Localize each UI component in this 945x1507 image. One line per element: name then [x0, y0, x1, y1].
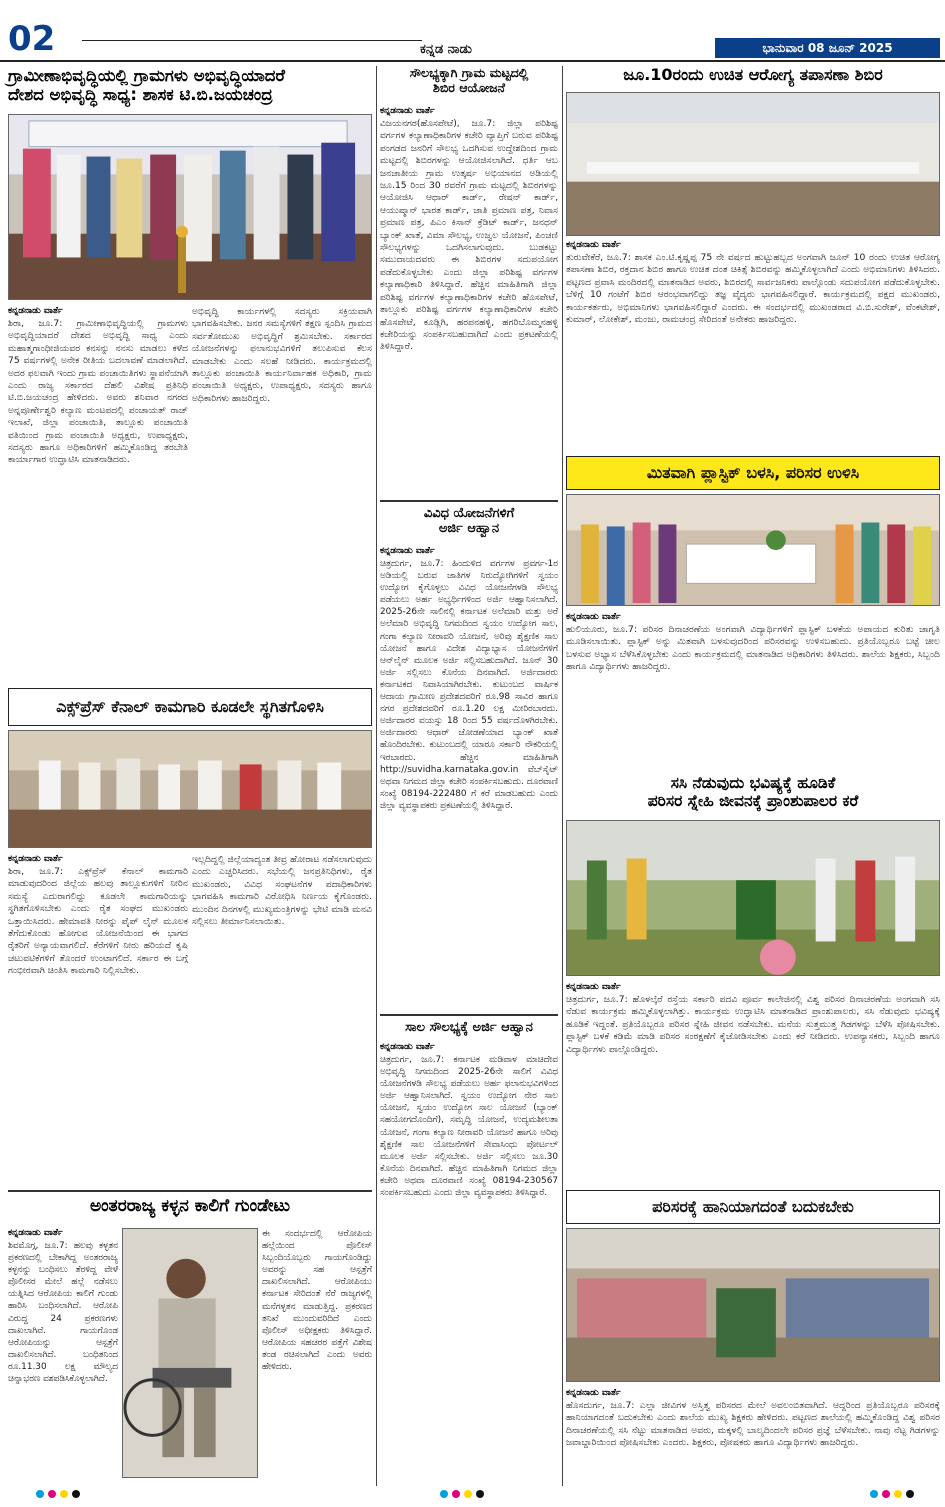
rural-dev-photo	[8, 114, 372, 300]
headline-line: ಅರ್ಜಿ ಆಹ್ವಾನ	[438, 521, 500, 537]
police-photo	[122, 1228, 258, 1478]
yellow-dot	[464, 1490, 472, 1498]
registration-marks	[870, 1490, 914, 1500]
loan-headline: ಸಾಲ ಸೌಲಭ್ಯಕ್ಕೆ ಅರ್ಜಿ ಆಹ್ವಾನ	[405, 1020, 533, 1035]
tree-photo	[566, 820, 940, 976]
headline-line: ಸಸಿ ನೆಡುವುದು ಭವಿಷ್ಯಕ್ಕೆ ಹೂಡಿಕೆ	[670, 774, 836, 792]
article-body: ವಿಜಯನಗರ(ಹೊಸಪೇಟೆ), ಜೂ.7: ಜಿಲ್ಲಾ ಪರಿಶಿಷ್ಟ ವರ್ಗಗಳ ಕಲ್ಯಾಣಾಧಿಕಾರಿಗಳ ಕಚೇರಿ ವ್ಯಾಪ್ತಿಗೆ ಬರುವ ಪರಿಶಿಷ್ಟ ಪಂಗಡದ ಜನರಿಗೆ ಸೌಲಭ್ಯ ಒದಗಿಸುವ ಉದ್ದೇಶದಿಂದ ಗ್ರಾಮ ಮಟ್ಟದಲ್ಲಿ ಶಿಬಿರಗಳನ್ನು ಆಯೋಜಿಸಲಾಗಿದೆ. ಧರ್ತಿ ಆಬ ಜನಜಾತೀಯ ಗ್ರಾಮ ಉತ್ಕರ್ಷ ಅಭಿಯಾನದ ಅಡಿಯಲ್ಲಿ ಜೂ.15 ರಿಂದ 30 ರವರೆಗೆ ಗ್ರಾಮ ಮಟ್ಟದಲ್ಲಿ ಶಿಬಿರಗಳನ್ನು ಆಯೋಜಿಸಿ ಆಧಾರ್ ಕಾರ್ಡ್, ರೇಷನ್ ಕಾರ್ಡ್, ಆಯುಷ್ಮಾನ್ ಭಾರತ ಕಾರ್ಡ್, ಜಾತಿ ಪ್ರಮಾಣ ಪತ್ರ, ನಿವಾಸ ಪ್ರಮಾಣ ಪತ್ರ, ಪಿಎಂ ಕಿಸಾನ್ ಕ್ರೆಡಿಟ್ ಕಾರ್ಡ್, ಜನಧನ್ ಬ್ಯಾಂಕ್ ಖಾತೆ, ವಿಮಾ ಸೌಲಭ್ಯ, ಉಜ್ವಲ ಯೋಜನೆ, ಪಿಂಚಣಿ ಸೌಲಭ್ಯಗಳನ್ನು ಒದಗಿಸಲಾಗುವುದು. ಬುಡಕಟ್ಟು ಸಮುದಾಯದವರು ಈ ಶಿಬಿರಗಳ ಸದುಪಯೋಗ ಪಡೆದುಕೊಳ್ಳಬೇಕು ಎಂದು ಜಿಲ್ಲಾ ಪರಿಶಿಷ್ಟ ವರ್ಗಗಳ ಕಲ್ಯಾಣಾಧಿಕಾರಿ ತಿಳಿಸಿದ್ದಾರೆ. ಹೆಚ್ಚಿನ ಮಾಹಿತಿಗಾಗಿ ಜಿಲ್ಲಾ ಪರಿಶಿಷ್ಟ ವರ್ಗಗಳ ಕಲ್ಯಾಣಾಧಿಕಾರಿಗಳ ಕಚೇರಿ ಹೊಸಪೇಟೆ, ತಾಲ್ಲೂಕು ಪರಿಶಿಷ್ಟ ವರ್ಗಗಳ ಕಲ್ಯಾಣಾಧಿಕಾರಿಗಳ ಕಚೇರಿ ಹೊಸಪೇಟೆ, ಕೂಡ್ಲಿಗಿ, ಹರಪನಹಳ್ಳಿ, ಹಗರಿಬೊಮ್ಮನಹಳ್ಳಿ ಕಚೇರಿಯನ್ನು ಸಂಪರ್ಕಿಸಬಹುದಾಗಿದೆ ಎಂದು ಪ್ರಕಟಣೆಯಲ್ಲಿ ತಿಳಿಸಿದ್ದಾರೆ.	[380, 118, 558, 353]
tree-headline	[566, 774, 940, 811]
health-camp-headline: ಜೂ.10ರಂದು ಉಚಿತ ಆರೋಗ್ಯ ತಪಾಸಣಾ ಶಿಬಿರ	[623, 65, 883, 84]
black-dot	[906, 1490, 914, 1498]
byline: ಕನ್ನಡನಾಡು ವಾರ್ತೆ	[566, 1388, 621, 1398]
health-camp-photo	[566, 92, 940, 236]
byline: ಕನ್ನಡನಾಡು ವಾರ್ತೆ	[380, 546, 435, 556]
article-body: ತುರುವೇಕೆರೆ, ಜೂ.7: ಶಾಸಕ ಎಂ.ಟಿ.ಕೃಷ್ಣಪ್ಪ 75 ನೇ ವರ್ಷದ ಹುಟ್ಟುಹಬ್ಬದ ಅಂಗವಾಗಿ ಜೂನ್ 10 ರಂದು ಉಚಿತ ಆರೋಗ್ಯ ತಪಾಸಣಾ ಶಿಬಿರ, ರಕ್ತದಾನ ಶಿಬಿರ ಹಾಗೂ ಉಚಿತ ದಂತ ಚಿಕಿತ್ಸೆ ಶಿಬಿರವನ್ನು ಹಮ್ಮಿಕೊಳ್ಳಲಾಗಿದೆ ಎಂದು ಅಭಿಮಾನಿಗಳು ತಿಳಿಸಿದರು. ಪಟ್ಟಣದ ಪ್ರವಾಸಿ ಮಂದಿರದಲ್ಲಿ ಮಾತನಾಡಿದ ಅವರು, ಶಿಬಿರದಲ್ಲಿ ಸಾರ್ವಜನಿಕರು ಪಾಲ್ಗೊಂಡು ಸದುಪಯೋಗ ಪಡೆದುಕೊಳ್ಳಬೇಕು. ಬೆಳಿಗ್ಗೆ 10 ಗಂಟೆಗೆ ಶಿಬಿರ ಆರಂಭವಾಗಲಿದ್ದು ತಜ್ಞ ವೈದ್ಯರು ಭಾಗವಹಿಸಲಿದ್ದಾರೆ. ಕಾರ್ಯಕ್ರಮದಲ್ಲಿ ಪಕ್ಷದ ಮುಖಂಡರು, ಕಾರ್ಯಕರ್ತರು, ಅಭಿಮಾನಿಗಳು ಭಾಗವಹಿಸಲಿದ್ದಾರೆ ಎಂದರು. ಈ ಸಂದರ್ಭದಲ್ಲಿ ಮುಖಂಡರಾದ ವಿ.ಬಿ.ಸುರೇಶ್, ವೆಂಕಟೇಶ್, ಕುಮಾರ್, ಲೋಕೇಶ್, ಮಂಜು, ರಾಮಚಂದ್ರ ಸೇರಿದಂತೆ ಅನೇಕರು ಹಾಜರಿದ್ದರು.	[566, 252, 940, 326]
yellow-dot	[60, 1490, 68, 1498]
environment-photo	[566, 1228, 940, 1382]
article-body: ಚಿತ್ರದುರ್ಗ, ಜೂ.7: ಹಿಂದುಳಿದ ವರ್ಗಗಳ ಪ್ರವರ್ಗ-1ರ ಅಡಿಯಲ್ಲಿ ಬರುವ ಜಾತಿಗಳ ನಿರುದ್ಯೋಗಿಗಳಿಗೆ ಸ್ವಯಂ ಉದ್ಯೋಗ ಕೈಗೊಳ್ಳಲು ವಿವಿಧ ಯೋಜನೆಗಳಡಿ ಸೌಲಭ್ಯ ಪಡೆಯಲು ಅರ್ಹ ಅಭ್ಯರ್ಥಿಗಳಿಂದ ಅರ್ಜಿ ಆಹ್ವಾನಿಸಲಾಗಿದೆ. 2025-26ನೇ ಸಾಲಿನಲ್ಲಿ ಕರ್ನಾಟಕ ಅಲೆಮಾರಿ ಮತ್ತು ಅರೆ ಅಲೆಮಾರಿ ಅಭಿವೃದ್ಧಿ ನಿಗಮದಿಂದ ಸ್ವಯಂ ಉದ್ಯೋಗ ಸಾಲ, ಗಂಗಾ ಕಲ್ಯಾಣ ನೀರಾವರಿ ಯೋಜನೆ, ಅರಿವು ಶೈಕ್ಷಣಿಕ ಸಾಲ ಯೋಜನೆ ಹಾಗೂ ವಿದೇಶ ವಿದ್ಯಾಭ್ಯಾಸ ಯೋಜನೆಗಳಿಗೆ ಆನ್‌ಲೈನ್ ಮೂಲಕ ಅರ್ಜಿ ಸಲ್ಲಿಸಬಹುದಾಗಿದೆ. ಜೂನ್ 30 ಅರ್ಜಿ ಸಲ್ಲಿಸಲು ಕೊನೆಯ ದಿನವಾಗಿದೆ. ಅರ್ಜಿದಾರರು ಕರ್ನಾಟಕದ ನಿವಾಸಿಯಾಗಿರಬೇಕು. ಕುಟುಂಬದ ವಾರ್ಷಿಕ ಆದಾಯ ಗ್ರಾಮೀಣ ಪ್ರದೇಶದವರಿಗೆ ರೂ.98 ಸಾವಿರ ಹಾಗೂ ನಗರ ಪ್ರದೇಶದವರಿಗೆ ರೂ.1.20 ಲಕ್ಷ ಮೀರಿರಬಾರದು. ಅರ್ಜಿದಾರರ ವಯಸ್ಸು 18 ರಿಂದ 55 ವರ್ಷದೊಳಗಿರಬೇಕು. ಅರ್ಜಿದಾರರು ಆಧಾರ್ ಜೋಡಣೆಯಾದ ಬ್ಯಾಂಕ್ ಖಾತೆ ಹೊಂದಿರಬೇಕು. ಕುಟುಂಬದಲ್ಲಿ ಯಾರೂ ಸರ್ಕಾರಿ ನೌಕರಿಯಲ್ಲಿ ಇರಬಾರದು. ಹೆಚ್ಚಿನ ಮಾಹಿತಿಗಾಗಿ http://suvidha.karnataka.gov.in ವೆಬ್‌ಸೈಟ್ ಅಥವಾ ನಿಗಮದ ಜಿಲ್ಲಾ ಕಚೇರಿ ಸಂಪರ್ಕಿಸಬಹುದು. ದೂರವಾಣಿ ಸಂಖ್ಯೆ 08194-222480 ಗೆ ಕರೆ ಮಾಡಬಹುದು ಎಂದು ಜಿಲ್ಲಾ ವ್ಯವಸ್ಥಾಪಕರು ಪ್ರಕಟಣೆಯಲ್ಲಿ ತಿಳಿಸಿದ್ದಾರೆ.	[380, 559, 558, 811]
police-headline: ಅಂತರರಾಜ್ಯ ಕಳ್ಳನ ಕಾಲಿಗೆ ಗುಂಡೇಟು	[89, 1196, 291, 1216]
date-band: ಭಾನುವಾರ 08 ಜೂನ್ 2025	[715, 38, 940, 58]
article-body: ಶಿವಮೊಗ್ಗ, ಜೂ.7: ಹಲವು ಕಳ್ಳತನ ಪ್ರಕರಣದಲ್ಲಿ ಬೇಕಾಗಿದ್ದ ಅಂತರರಾಜ್ಯ ಕಳ್ಳನನ್ನು ಬಂಧಿಸಲು ತೆರಳಿದ್ದ ವೇಳೆ ಪೊಲೀಸರ ಮೇಲೆ ಹಲ್ಲೆ ನಡೆಸಲು ಯತ್ನಿಸಿದ ಆರೋಪಿಯ ಕಾಲಿಗೆ ಗುಂಡು ಹಾರಿಸಿ ಬಂಧಿಸಲಾಗಿದೆ. ಆರೋಪಿ ವಿರುದ್ಧ 24 ಪ್ರಕರಣಗಳು ದಾಖಲಾಗಿವೆ. ಗಾಯಗೊಂಡ ಆರೋಪಿಯನ್ನು ಆಸ್ಪತ್ರೆಗೆ ದಾಖಲಿಸಲಾಗಿದೆ. ಬಂಧಿತನಿಂದ ರೂ.11.30 ಲಕ್ಷ ಮೌಲ್ಯದ ಚಿನ್ನಾಭರಣ ವಶಪಡಿಸಿಕೊಳ್ಳಲಾಗಿದೆ.	[8, 1241, 118, 1385]
headline-line: ಶಿಬಿರ ಆಯೋಜನೆ	[433, 79, 505, 95]
yellow-dot	[894, 1490, 902, 1498]
byline: ಕನ್ನಡನಾಡು ವಾರ್ತೆ	[380, 1042, 435, 1052]
byline: ಕನ್ನಡನಾಡು ವಾರ್ತೆ	[8, 306, 63, 316]
cyan-dot	[440, 1490, 448, 1498]
sanitation-headline	[380, 66, 558, 96]
brand-name: ಕನ್ನಡ ನಾಡು	[420, 42, 472, 57]
black-dot	[72, 1490, 80, 1498]
article-body: ಹುಲಿಯೂರು, ಜೂ.7: ಪರಿಸರ ದಿನಾಚರಣೆಯ ಅಂಗವಾಗಿ ವಿದ್ಯಾರ್ಥಿಗಳಿಗೆ ಪ್ಲಾಸ್ಟಿಕ್ ಬಳಕೆಯ ಅಪಾಯದ ಕುರಿತು ಜಾಗೃತಿ ಮೂಡಿಸಲಾಯಿತು. ಪ್ಲಾಸ್ಟಿಕ್ ಅನ್ನು ಮಿತವಾಗಿ ಬಳಸುವುದರಿಂದ ಪರಿಸರವನ್ನು ಉಳಿಸಬಹುದು. ಪ್ರತಿಯೊಬ್ಬರೂ ಬಟ್ಟೆ ಚೀಲ ಬಳಸುವ ಅಭ್ಯಾಸ ಬೆಳೆಸಿಕೊಳ್ಳಬೇಕು ಎಂದು ಕಾರ್ಯಕ್ರಮದಲ್ಲಿ ಮಾತನಾಡಿದ ಅಧಿಕಾರಿಗಳು ತಿಳಿಸಿದರು. ಶಾಲೆಯ ಶಿಕ್ಷಕರು, ಸಿಬ್ಬಂದಿ ಹಾಗೂ ವಿದ್ಯಾರ್ಥಿಗಳು ಹಾಜರಿದ್ದರು.	[566, 624, 940, 673]
article-body: ಶಿರಾ, ಜೂ.7: ಗ್ರಾಮೀಣಾಭಿವೃದ್ಧಿಯಲ್ಲಿ ಗ್ರಾಮಗಳು ಅಭಿವೃದ್ಧಿಯಾದರೆ ದೇಶದ ಅಭಿವೃದ್ಧಿ ಸಾಧ್ಯ ಎಂದು ಮಹಾತ್ಮಗಾಂಧೀಜಿಯವರ ಕನಸನ್ನು ನನಸು ಮಾಡಲು ಕಳೆದ 75 ವರ್ಷಗಳಲ್ಲಿ ಅನೇಕ ರೀತಿಯ ಬದಲಾವಣೆ ಮಾಡಲಾಗಿದೆ. ಅದರ ಫಲವಾಗಿ ಇಂದು ಗ್ರಾಮ ಪಂಚಾಯಿತಿಗಳು ಸ್ಥಾಪನೆಯಾಗಿ ಎಂದು ರಾಜ್ಯ ಸರ್ಕಾರದ ದೆಹಲಿ ವಿಶೇಷ ಪ್ರತಿನಿಧಿ ಟಿ.ಬಿ.ಜಯಚಂದ್ರ ಹೇಳಿದರು. ಅವರು ಶನಿವಾರ ನಗರದ ಅನ್ನಪೂರ್ಣೇಶ್ವರಿ ಕಲ್ಯಾಣ ಮಂಟಪದಲ್ಲಿ ಪಂಚಾಯತ್ ರಾಜ್ ಇಲಾಖೆ, ಜಿಲ್ಲಾ ಪಂಚಾಯಿತಿ, ತಾಲ್ಲೂಕು ಪಂಚಾಯಿತಿ ವತಿಯಿಂದ ಗ್ರಾಮ ಪಂಚಾಯಿತಿ ಅಧ್ಯಕ್ಷರು, ಉಪಾಧ್ಯಕ್ಷರು, ಸದಸ್ಯರು ಹಾಗೂ ಅಧಿಕಾರಿಗಳಿಗೆ ಹಮ್ಮಿಕೊಂಡಿದ್ದ ತರಬೇತಿ ಕಾರ್ಯಾಗಾರ ಉದ್ಘಾಟಿಸಿ ಮಾತನಾಡಿದರು.	[8, 318, 188, 466]
headline-line: ವಿವಿಧ ಯೋಜನೆಗಳಿಗೆ	[423, 506, 515, 521]
plastic-photo	[566, 494, 940, 606]
article-body: ಚಿತ್ರದುರ್ಗ, ಜೂ.7: ಹೊಳಲ್ಕೆರೆ ರಸ್ತೆಯ ಸರ್ಕಾರಿ ಪದವಿ ಪೂರ್ವ ಕಾಲೇಜಿನಲ್ಲಿ ವಿಶ್ವ ಪರಿಸರ ದಿನಾಚರಣೆಯ ಅಂಗವಾಗಿ ಸಸಿ ನೆಡುವ ಕಾರ್ಯಕ್ರಮ ಹಮ್ಮಿಕೊಳ್ಳಲಾಗಿತ್ತು. ಕಾರ್ಯಕ್ರಮ ಉದ್ಘಾಟಿಸಿ ಮಾತನಾಡಿದ ಪ್ರಾಂಶುಪಾಲರು, ಸಸಿ ನೆಡುವುದು ಭವಿಷ್ಯಕ್ಕೆ ಹೂಡಿಕೆ ಇದ್ದಂತೆ. ಪ್ರತಿಯೊಬ್ಬರೂ ಪರಿಸರ ಸ್ನೇಹಿ ಜೀವನ ನಡೆಸಬೇಕು. ಮನೆಯ ಸುತ್ತಮುತ್ತ ಗಿಡಗಳನ್ನು ಬೆಳೆಸಿ ಪೋಷಿಸಬೇಕು. ಪ್ಲಾಸ್ಟಿಕ್ ಬಳಕೆ ಕಡಿಮೆ ಮಾಡಿ ಪರಿಸರ ಸಂರಕ್ಷಣೆಗೆ ಕೈಜೋಡಿಸಬೇಕು ಎಂದು ಕರೆ ನೀಡಿದರು. ಉಪನ್ಯಾಸಕರು, ಸಿಬ್ಬಂದಿ ಹಾಗೂ ವಿದ್ಯಾರ್ಥಿಗಳು ಪಾಲ್ಗೊಂಡಿದ್ದರು.	[566, 994, 940, 1055]
column-divider	[376, 66, 377, 1486]
byline: ಕನ್ನಡನಾಡು ವಾರ್ತೆ	[566, 982, 621, 992]
byline: ಕನ್ನಡನಾಡು ವಾರ್ತೆ	[380, 106, 435, 116]
canal-headline: ಎಕ್ಸ್‌ಪ್ರೆಸ್ ಕೆನಾಲ್ ಕಾಮಗಾರಿ ಕೂಡಲೇ ಸ್ಥಗಿತಗೊಳಿಸಿ	[8, 688, 372, 726]
byline: ಕನ್ನಡನಾಡು ವಾರ್ತೆ	[8, 1228, 63, 1238]
column-divider	[562, 66, 563, 1486]
canal-photo	[8, 730, 372, 848]
plastic-headline: ಮಿತವಾಗಿ ಪ್ಲಾಸ್ಟಿಕ್ ಬಳಸಿ, ಪರಿಸರ ಉಳಿಸಿ	[566, 456, 940, 490]
article-body: ಈ ಸಂದರ್ಭದಲ್ಲಿ ಆರೋಪಿಯ ಹಲ್ಲೆಯಿಂದ ಪೊಲೀಸ್ ಸಿಬ್ಬಂದಿಯೊಬ್ಬರು ಗಾಯಗೊಂಡಿದ್ದು ಅವರನ್ನು ಸಹ ಆಸ್ಪತ್ರೆಗೆ ದಾಖಲಿಸಲಾಗಿದೆ. ಆರೋಪಿಯು ಕರ್ನಾಟಕ ಸೇರಿದಂತೆ ನೆರೆ ರಾಜ್ಯಗಳಲ್ಲಿ ಮನೆಗಳ್ಳತನ ಮಾಡುತ್ತಿದ್ದ. ಪ್ರಕರಣದ ತನಿಖೆ ಮುಂದುವರಿದಿದೆ ಎಂದು ಪೊಲೀಸ್ ಅಧೀಕ್ಷಕರು ತಿಳಿಸಿದ್ದಾರೆ. ಆರೋಪಿಯ ಸಹಚರರ ಪತ್ತೆಗೆ ವಿಶೇಷ ತಂಡ ರಚಿಸಲಾಗಿದೆ ಎಂದು ಅವರು ಹೇಳಿದರು.	[262, 1229, 372, 1373]
article-body: ಇಲ್ಲದಿದ್ದಲ್ಲಿ ಜಿಲ್ಲೆಯಾದ್ಯಂತ ತೀವ್ರ ಹೋರಾಟ ನಡೆಸಲಾಗುವುದು ಎಂದು ಎಚ್ಚರಿಸಿದರು. ಸಭೆಯಲ್ಲಿ ಜನಪ್ರತಿನಿಧಿಗಳು, ರೈತ ಮುಖಂಡರು, ವಿವಿಧ ಸಂಘಟನೆಗಳ ಪದಾಧಿಕಾರಿಗಳು ಭಾಗವಹಿಸಿ ಕಾಮಗಾರಿ ವಿರೋಧಿಸಿ ನಿರ್ಣಯ ಕೈಗೊಂಡರು. ಮುಂದಿನ ದಿನಗಳಲ್ಲಿ ಮುಖ್ಯಮಂತ್ರಿಗಳನ್ನು ಭೇಟಿ ಮಾಡಿ ಮನವಿ ಸಲ್ಲಿಸಲು ತೀರ್ಮಾನಿಸಲಾಯಿತು.	[192, 854, 372, 928]
magenta-dot	[452, 1490, 460, 1498]
byline: ಕನ್ನಡನಾಡು ವಾರ್ತೆ	[566, 240, 621, 250]
black-dot	[476, 1490, 484, 1498]
magenta-dot	[48, 1490, 56, 1498]
section-rule	[8, 1190, 372, 1192]
article-body: ಹೊಸದುರ್ಗ, ಜೂ.7: ಎಲ್ಲಾ ಜೀವಿಗಳ ಅಸ್ತಿತ್ವ ಪರಿಸರದ ಮೇಲೆ ಅವಲಂಬಿತವಾಗಿದೆ. ಆದ್ದರಿಂದ ಪ್ರತಿಯೊಬ್ಬರೂ ಪರಿಸರಕ್ಕೆ ಹಾನಿಯಾಗದಂತೆ ಬದುಕಬೇಕು ಎಂದು ಶಾಲೆಯ ಮುಖ್ಯ ಶಿಕ್ಷಕರು ಹೇಳಿದರು. ಪಟ್ಟಣದ ಶಾಲೆಯಲ್ಲಿ ಹಮ್ಮಿಕೊಂಡಿದ್ದ ವಿಶ್ವ ಪರಿಸರ ದಿನಾಚರಣೆಯಲ್ಲಿ ಸಸಿ ನೆಟ್ಟು ಮಾತನಾಡಿದ ಅವರು, ಮಕ್ಕಳಲ್ಲಿ ಬಾಲ್ಯದಿಂದಲೇ ಪರಿಸರ ಪ್ರಜ್ಞೆ ಬೆಳೆಸಬೇಕು. ನಾವು ನೆಟ್ಟ ಗಿಡಗಳನ್ನು ಜವಾಬ್ದಾರಿಯಿಂದ ಪೋಷಿಸಬೇಕು ಎಂದರು. ಶಿಕ್ಷಕರು, ಪೋಷಕರು ಹಾಗೂ ವಿದ್ಯಾರ್ಥಿಗಳು ಹಾಜರಿದ್ದರು.	[566, 1400, 940, 1449]
headline-line: ಗ್ರಾಮೀಣಾಭಿವೃದ್ಧಿಯಲ್ಲಿ ಗ್ರಾಮಗಳು ಅಭಿವೃದ್ಧಿಯಾದರೆ	[8, 66, 285, 85]
rural-dev-headline	[8, 66, 372, 105]
registration-marks	[36, 1490, 80, 1500]
magenta-dot	[882, 1490, 890, 1498]
environment-headline: ಪರಿಸರಕ್ಕೆ ಹಾನಿಯಾಗದಂತೆ ಬದುಕಬೇಕು	[566, 1190, 940, 1224]
page-number: 02	[8, 19, 56, 59]
headline-line: ಸೌಲಭ್ಯಕ್ಕಾಗಿ ಗ್ರಾಮ ಮಟ್ಟದಲ್ಲಿ	[409, 65, 529, 80]
byline: ಕನ್ನಡನಾಡು ವಾರ್ತೆ	[566, 612, 621, 622]
section-rule	[380, 1014, 558, 1016]
section-rule	[380, 500, 558, 502]
article-body: ಅಭಿವೃದ್ಧಿ ಕಾರ್ಯಗಳಲ್ಲಿ ಸದಸ್ಯರು ಸಕ್ರಿಯವಾಗಿ ಭಾಗವಹಿಸಬೇಕು. ಜನರ ಸಮಸ್ಯೆಗಳಿಗೆ ತಕ್ಷಣ ಸ್ಪಂದಿಸಿ ಗ್ರಾಮದ ಸರ್ವತೋಮುಖ ಅಭಿವೃದ್ಧಿಗೆ ಶ್ರಮಿಸಬೇಕು. ಸರ್ಕಾರದ ಯೋಜನೆಗಳನ್ನು ಫಲಾನುಭವಿಗಳಿಗೆ ತಲುಪಿಸುವ ಕೆಲಸ ಮಾಡಬೇಕು ಎಂದು ಸಲಹೆ ನೀಡಿದರು. ಕಾರ್ಯಕ್ರಮದಲ್ಲಿ ತಾಲ್ಲೂಕು ಪಂಚಾಯಿತಿ ಕಾರ್ಯನಿರ್ವಾಹಕ ಅಧಿಕಾರಿ, ಗ್ರಾಮ ಪಂಚಾಯಿತಿ ಅಧ್ಯಕ್ಷರು, ಉಪಾಧ್ಯಕ್ಷರು, ಸದಸ್ಯರು ಹಾಗೂ ಅಧಿಕಾರಿಗಳು ಹಾಜರಿದ್ದರು.	[192, 306, 372, 404]
byline: ಕನ್ನಡನಾಡು ವಾರ್ತೆ	[8, 854, 63, 864]
article-body: ಶಿರಾ, ಜೂ.7: ಎಕ್ಸ್‌ಪ್ರೆಸ್ ಕೆನಾಲ್ ಕಾಮಗಾರಿ ಮಾಡುವುದರಿಂದ ಜಿಲ್ಲೆಯ ಹಲವು ತಾಲ್ಲೂಕುಗಳಿಗೆ ನೀರಿನ ಸಮಸ್ಯೆ ಎದುರಾಗಲಿದ್ದು ಕೂಡಲೇ ಕಾಮಗಾರಿಯನ್ನು ಸ್ಥಗಿತಗೊಳಿಸಬೇಕು ಎಂದು ರೈತ ಸಂಘದ ಮುಖಂಡರು ಒತ್ತಾಯಿಸಿದರು. ಹೇಮಾವತಿ ನೀರನ್ನು ಪೈಪ್ ಲೈನ್ ಮೂಲಕ ತೆಗೆದುಕೊಂಡು ಹೋಗುವ ಯೋಜನೆಯಿಂದ ಈ ಭಾಗದ ರೈತರಿಗೆ ಅನ್ಯಾಯವಾಗಲಿದೆ. ಕೆರೆಗಳಿಗೆ ನೀರು ಹರಿಯದೆ ಕೃಷಿ ಚಟುವಟಿಕೆಗಳಿಗೆ ತೊಂದರೆ ಉಂಟಾಗಲಿದೆ. ಸರ್ಕಾರ ಈ ಬಗ್ಗೆ ಗಂಭೀರವಾಗಿ ಚಿಂತಿಸಿ ಕಾಮಗಾರಿ ನಿಲ್ಲಿಸಬೇಕು.	[8, 866, 188, 977]
masthead-rule	[82, 40, 422, 41]
schemes-headline	[380, 506, 558, 537]
headline-line: ಪರಿಸರ ಸ್ನೇಹಿ ಜೀವನಕ್ಕೆ ಪ್ರಾಂಶುಪಾಲರ ಕರೆ	[647, 792, 859, 811]
cyan-dot	[870, 1490, 878, 1498]
headline-line: ದೇಶದ ಅಭಿವೃದ್ಧಿ ಸಾಧ್ಯ: ಶಾಸಕ ಟಿ.ಬಿ.ಜಯಚಂದ್ರ	[8, 85, 273, 105]
registration-marks	[440, 1490, 484, 1500]
masthead	[0, 0, 945, 62]
article-body: ಚಿತ್ರದುರ್ಗ, ಜೂ.7: ಕರ್ನಾಟಕ ಮಡಿವಾಳ ಮಾಚಿದೇವ ಅಭಿವೃದ್ಧಿ ನಿಗಮದಿಂದ 2025-26ನೇ ಸಾಲಿಗೆ ವಿವಿಧ ಯೋಜನೆಗಳಡಿ ಸೌಲಭ್ಯ ಪಡೆಯಲು ಅರ್ಹ ಫಲಾನುಭವಿಗಳಿಂದ ಅರ್ಜಿ ಆಹ್ವಾನಿಸಲಾಗಿದೆ. ಸ್ವಯಂ ಉದ್ಯೋಗ ನೇರ ಸಾಲ ಯೋಜನೆ, ಸ್ವಯಂ ಉದ್ಯೋಗ ಸಾಲ ಯೋಜನೆ (ಬ್ಯಾಂಕ್ ಸಹಯೋಗದೊಂದಿಗೆ), ಸಮೃದ್ಧಿ ಯೋಜನೆ, ಉದ್ಯಮಶೀಲತಾ ಯೋಜನೆ, ಗಂಗಾ ಕಲ್ಯಾಣ ನೀರಾವರಿ ಯೋಜನೆ ಹಾಗೂ ಅರಿವು ಶೈಕ್ಷಣಿಕ ಸಾಲ ಯೋಜನೆಗಳಿಗೆ ಸೇವಾಸಿಂಧು ಪೋರ್ಟಲ್ ಮೂಲಕ ಅರ್ಜಿ ಸಲ್ಲಿಸಬೇಕು. ಅರ್ಜಿ ಸಲ್ಲಿಸಲು ಜೂ.30 ಕೊನೆಯ ದಿನವಾಗಿದೆ. ಹೆಚ್ಚಿನ ಮಾಹಿತಿಗಾಗಿ ನಿಗಮದ ಜಿಲ್ಲಾ ಕಚೇರಿ ಅಥವಾ ದೂರವಾಣಿ ಸಂಖ್ಯೆ 08194-230567 ಸಂಪರ್ಕಿಸಬಹುದು ಎಂದು ಜಿಲ್ಲಾ ವ್ಯವಸ್ಥಾಪಕರು ತಿಳಿಸಿದ್ದಾರೆ.	[380, 1055, 558, 1199]
cyan-dot	[36, 1490, 44, 1498]
